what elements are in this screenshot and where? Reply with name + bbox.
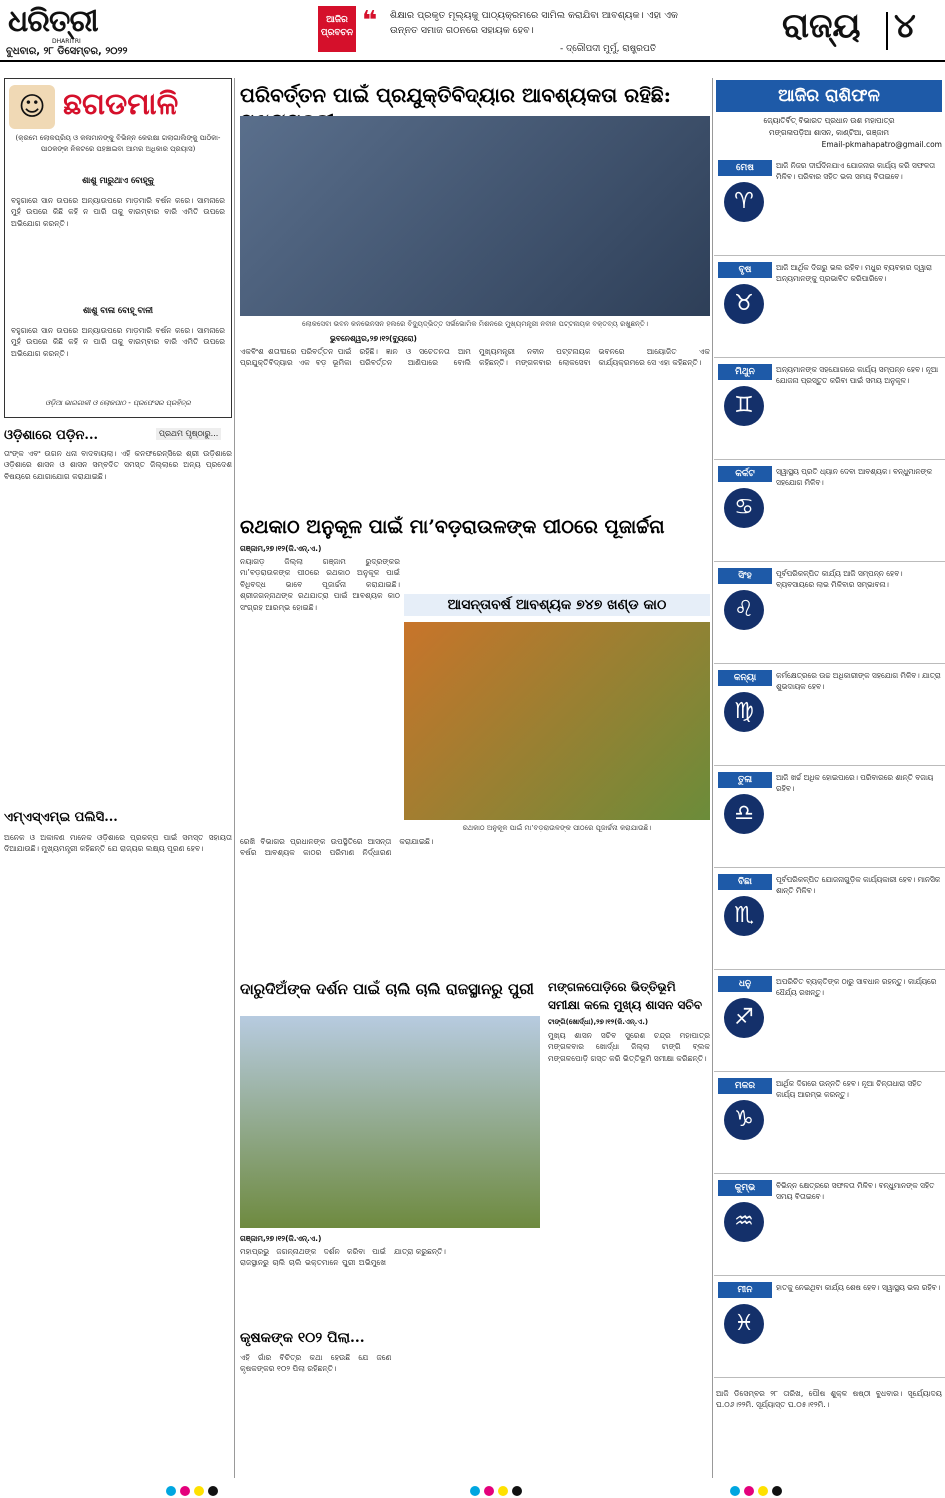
astrologer-address: ମଙ୍ଗଳାପଡ଼ିଆ ଶାସନ, କାଣ୍ଟିଆ, ଗଞ୍ଜାମ (769, 128, 889, 137)
cm-photo (240, 116, 710, 316)
msme-head: ଏମ୍‌ଏସ୍‌ଏମ୍‌ଇ ପଲିସି... (4, 810, 118, 825)
rashi-row (714, 664, 945, 766)
chhaga-title: ଛଗଡମାଳି (63, 87, 179, 122)
chhaga-verse-2: ଶାଶୁ ବାଳା ବୋହୂ ବାଳୀ (82, 305, 154, 315)
sign-name: ବିଛା (718, 874, 772, 890)
rashi-row (714, 460, 945, 562)
rashi-row (714, 256, 945, 358)
rashi-row (714, 1072, 945, 1174)
magenta-dot (744, 1486, 754, 1496)
sign-name: ମିଥୁନ (718, 364, 772, 380)
chhaga-footer: ଓଡ଼ିଆ ଭାଗଗାଳୀ ଓ ଲୋକପାଠ - ପ୍ରଫେସର ପ୍ରହିତ୍ର (45, 399, 191, 407)
cyan-dot (730, 1486, 740, 1496)
story3-body: ମହାପ୍ରଭୁ ଜଗନ୍ନାଥଙ୍କ ଦର୍ଶନ କରିବା ପାଇଁ ରାଜସ୍ଥାନରୁ ଚାଲି ଚାଲି ଭକ୍ତମାନେ ପୁରୀ ଅଭିମୁଖେ ଯାତ୍ରା କରୁଛନ୍ତି। (240, 1247, 446, 1268)
zodiac-icon: ♓ (724, 1304, 764, 1344)
rashi-row (714, 868, 945, 970)
sign-name: ସିଂହ (718, 568, 772, 584)
zodiac-icon: ♐ (724, 998, 764, 1038)
story3-headline: ଦାରୁଦିଅଁଙ୍କ ଦର୍ଶନ ପାଇଁ ଚାଲି ଚାଲି ରାଜସ୍ଥାନରୁ ପୁରୀ (240, 980, 534, 998)
yellow-dot (758, 1486, 768, 1496)
yellow-dot (194, 1486, 204, 1496)
sign-forecast: ଆଜି ଆର୍ଥିକ ଦିଗରୁ ଭଲ ରହିବ। ମଧୁର ବ୍ୟବହାର ଦ୍ୱାରା ଅନ୍ୟମାନଙ୍କୁ ପ୍ରଭାବିତ କରିପାରିବେ। (776, 263, 932, 284)
magenta-dot (484, 1486, 494, 1496)
page-number: ୪ (894, 6, 916, 46)
panchang-text: ଆଜି ଡିସେମ୍ବର ୨୮ ତାରିଖ, ପୌଷ ଶୁକ୍ଳ ଷଷ୍ଠୀ ବୁଧବାର। ସୂର୍ଯ୍ୟୋଦୟ ଘ.୦୬।୨୨ମି. ସୂର୍ଯ୍ୟାସ୍ତ ଘ.୦୫।୧୨ମି.। (716, 1389, 942, 1410)
section-title: ରାଜ୍ୟ (782, 6, 861, 46)
story4-dateline: ଟାଙ୍ଗି(ଖୋର୍ଦ୍ଧା),୨୭।୧୨(ଜି.ଏନ୍.ଏ.) (548, 1018, 649, 1026)
zodiac-icon: ♌ (724, 590, 764, 630)
cartoon-icon: ☺ (9, 85, 55, 129)
rashi-row (714, 154, 945, 256)
rashi-row (714, 766, 945, 868)
sign-forecast: ପୂର୍ବପରିକଳ୍ପିତ ଯୋଜନାଗୁଡ଼ିକ କାର୍ଯ୍ୟକାରୀ ହେବ। ମାନସିକ ଶାନ୍ତି ମିଳିବ। (776, 875, 941, 896)
rashi-row (714, 1276, 945, 1378)
story2-caption: ରଥକାଠ ଅନୁକୂଳ ପାଇଁ ମା’ବଡ଼ରାଉଳଙ୍କ ପୀଠରେ ପୂଜାର୍ଚ୍ଚନା କରାଯାଉଛି। (462, 824, 652, 832)
zodiac-icon: ♎ (724, 794, 764, 834)
column-divider-right (712, 78, 713, 1478)
story2-body-2: ରେଖି ବିଭାଗର ପ୍ରଧାନଙ୍କ ଉପସ୍ଥିତିରେ ଆସନ୍ତା ବର୍ଷର ଆବଶ୍ୟକ କାଠର ପରିମାଣ ନିର୍ଦ୍ଧାରଣ କରାଯାଇଛି। (240, 837, 434, 858)
cyan-dot (166, 1486, 176, 1496)
quote-label: ଆଜିର ପ୍ରବଚନ (318, 6, 356, 52)
story1-dateline: ଭୁବନେଶ୍ୱର,୨୭।୧୨(ବ୍ୟୁରୋ) (330, 334, 417, 343)
sign-forecast: ଆଜି ନିଜର ଦୀର୍ଘଦିନଯାଏ ଯୋଜନାର କାର୍ଯ୍ୟ କରି ସଫଳତା ମିଳିବ। ପରିବାର ସହିତ ଭଲ ସମୟ ବିତାଇବେ। (776, 161, 936, 182)
sign-name: ଧନୁ (718, 976, 772, 992)
sign-name: କର୍କଟ (718, 466, 772, 482)
chhaga-body-2: ବହୁଗାରେ ସାନ ଉପରେ ଅନ୍ୟାଉପରେ ମାଡ଼ମାରି ବର୍ଷନ କରେ। ସାମନାରେ ମୁହଁ ଉପରେ କିଛି କହି ନ ପାରି ତାକୁ ବାରମ୍ବାର ବାରି ଏମିତି ଉପରେ ଅଭିଯୋଗ କରନ୍ତି। (11, 326, 225, 358)
chhaga-intro: (କ୍ରମେ ଲୋକପ୍ରିୟ ଓ କଳାମାନଙ୍କୁ ବିଭିନ୍ନ କେରକ୍ଷା ଗଲାଗାଲିଙ୍କୁ ପାଠିକା-ପାଠକଙ୍କ ନିକଟରେ ପହଞ୍ଚାଇବା ଆମର ଅଧିକାର ପ୍ରୟାସ) (15, 134, 221, 154)
story5-headline: କୃଷକଙ୍କ ୧୦୨ ପିଲା... (240, 1330, 365, 1346)
story4-body: ମୁଖ୍ୟ ଶାସନ ସଚିବ ସୁରେଶ ଚନ୍ଦ୍ର ମହାପାତ୍ର ମଙ୍ଗଳବାର ଖୋର୍ଦ୍ଧା ଜିଲ୍ଲା ଟାଙ୍ଗି ବ୍ଲକ ମଙ୍ଗଳପୋଡ଼ି ଗସ୍ତ କରି ଭିତ୍ତିଭୂମି ସମୀକ୍ଷା କରିଛନ୍ତି। (548, 1031, 710, 1063)
sign-name: କନ୍ୟା (718, 670, 772, 686)
astrologer-name: ଜ୍ୟୋତିର୍ବିତ୍ ବିଭାରତ ପ୍ରଧାନ ଉଶ ମହାପାତ୍ର (763, 116, 895, 125)
zodiac-icon: ♊ (724, 386, 764, 426)
rashi-row (714, 562, 945, 664)
sign-forecast: ହାତକୁ ନେଇଥିବା କାର୍ଯ୍ୟ ଶେଷ ହେବ। ସ୍ୱାସ୍ଥ୍ୟ ଭଲ ରହିବ। (776, 1283, 941, 1292)
quote-icon: ❝ (362, 6, 378, 36)
sign-name: ମକର (718, 1078, 772, 1094)
left-section-head: ଓଡ଼ିଶାରେ ପଡ଼ିନ... (4, 428, 99, 443)
sign-name: ତୁଳା (718, 772, 772, 788)
chhaga-body: ବହୁଗାରେ ସାନ ଉପରେ ଅନ୍ୟାଉପରେ ମାଡ଼ମାରି ବର୍ଷନ କରେ। ସାମନାରେ ମୁହଁ ଉପରେ କିଛି କହି ନ ପାରି ତାକୁ ବାରମ୍ବାର ବାରି ଏମିତି ଉପରେ ଅଭିଯୋଗ କରନ୍ତି। (11, 196, 225, 228)
zodiac-icon: ♍ (724, 692, 764, 732)
yellow-dot (498, 1486, 508, 1496)
story1-body: ଏକବିଂଶ ଶତାବ୍ଦୀରେ ପରିବର୍ତ୍ତନ ପାଇଁ ପ୍ରଯୁକ୍ତିବିଦ୍ୟାର ଏକ ବଡ଼ ଭୂମିକା ରହିଛି। ଜ୍ଞାନ ଓ ସଚେତନତା ଆମ ପରିବର୍ତ୍ତନ ଆଣିପାରେ ବୋଲି ମୁଖ୍ୟମନ୍ତ୍ରୀ ନବୀନ ପଟ୍ଟନାୟକ କହିଛନ୍ତି। ମଙ୍ଗଳବାର ଲୋକସେବା ଭବନରେ ଆୟୋଜିତ ଏକ କାର୍ଯ୍ୟକ୍ରମରେ ସେ ଏହା କହିଛନ୍ତି। (240, 347, 710, 368)
story2-body: ନୟାଗଡ଼ ଜିଲ୍ଲା ଗଞ୍ଜାମ ରୁଦ୍ରଙ୍କର ମା’ବଡ଼ରାଉଳଙ୍କ ପୀଠରେ ରଥକାଠ ଅନୁକୂଳ ପାଇଁ ବିଧିବଦ୍ଧ ଭାବେ ପୂଜାର୍ଚ୍ଚନା କରାଯାଇଛି। ଶ୍ରୀଜଗନ୍ନାଥଙ୍କ ରଥଯାତ୍ରା ପାଇଁ ଆବଶ୍ୟକ କାଠ ସଂଗ୍ରହ ଆରମ୍ଭ ହୋଇଛି। (240, 557, 400, 612)
sign-forecast: ଅପରିଚିତ ବ୍ୟକ୍ତିଙ୍କ ଠାରୁ ସାବଧାନ ରହନ୍ତୁ। କାର୍ଯ୍ୟରେ ଧୈର୍ଯ୍ୟ ରଖନ୍ତୁ। (776, 977, 937, 998)
astrologer-email: Email-pkmahapatro@gmail.com (821, 140, 942, 149)
puja-photo (404, 622, 710, 820)
sign-forecast: ପୂର୍ବପରିକଳ୍ପିତ କାର୍ଯ୍ୟ ଆଜି ସମ୍ପନ୍ନ ହେବ। ବ୍ୟବସାୟରେ ଲାଭ ମିଳିବାର ସମ୍ଭାବନା। (776, 569, 903, 590)
continued-tag: ପ୍ରଥମ ପୃଷ୍ଠାରୁ... (156, 428, 221, 440)
left-body: ତାଂଙ୍କ ଏବଂ ଉଗନ ଧନା ବାଦବାୟଲା। ଏହି କନଫରେନ୍ସିରେ ଶ୍ରୀ ଉଡ଼ିଶାରେ ଓଡ଼ିଶାରେ ଶାସନ ଓ ଶାସନ ସମ୍ବଦିତ ସମସ୍ତ ଜିଲ୍ଲାରେ ଅନ୍ୟ ପ୍ରଦେଶ ବିଷୟରେ ଯୋଗାଯୋଗ କରାଯାଇଛି। (4, 449, 232, 481)
registration-bar (0, 1484, 945, 1498)
column-divider (234, 78, 235, 1478)
story1-caption: ଲୋକସେବା ଭବନ କନଭେନସନ ହଲରେ ବିଦ୍ୟୁଦ୍ଭିତ୍ତ ସର୍ଭଭୋମିକ ମିଶନରେ ମୁଖ୍ୟମନ୍ତ୍ରୀ ନବୀନ ପଟ୍ଟନାୟକ ବକ୍ତବ୍ୟ ରଖୁଛନ୍ତି। (302, 320, 648, 328)
sign-forecast: ଆଜି ଖର୍ଚ୍ଚ ଅଧିକ ହୋଇପାରେ। ପରିବାରରେ ଶାନ୍ତି ବଜାୟ ରହିବ। (776, 773, 934, 794)
sign-name: କୁମ୍ଭ (718, 1180, 772, 1196)
sign-forecast: ବିଭିନ୍ନ କ୍ଷେତ୍ରରେ ସଫଳତା ମିଳିବ। ବନ୍ଧୁମାନଙ୍କ ସହିତ ସମୟ ବିତାଇବେ। (776, 1181, 935, 1202)
sign-name: ମୀନ (718, 1282, 772, 1298)
zodiac-icon: ♒ (724, 1202, 764, 1242)
rashiphala-title: ଆଜିର ରାଶିଫଳ (716, 80, 942, 112)
masthead (0, 0, 945, 62)
header-divider (886, 12, 888, 50)
zodiac-icon: ♈ (724, 182, 764, 222)
black-dot (512, 1486, 522, 1496)
zodiac-icon: ♋ (724, 488, 764, 528)
black-dot (772, 1486, 782, 1496)
chhaga-verse-1: ଶାଶୁ ମାରୁଥାଏ ବୋହୂକୁ (82, 175, 154, 185)
story2-subhead: ଆସନ୍ତାବର୍ଷ ଆବଶ୍ୟକ ୭୪୭ ଖଣ୍ଡ କାଠ (404, 594, 710, 616)
rashi-row (714, 1174, 945, 1276)
sign-name: ବୃଷ (718, 262, 772, 278)
edition-date: ବୁଧବାର, ୨୮ ଡିସେମ୍ବର, ୨୦୨୨ (6, 46, 128, 57)
quote-author: - ଦ୍ରୌପଦୀ ମୁର୍ମୁ, ରାଷ୍ଟ୍ରପତି (560, 44, 657, 54)
story2-headline: ରଥକାଠ ଅନୁକୂଳ ପାଇଁ ମା’ବଡ଼ରାଉଳଙ୍କ ପୀଠରେ ପୂଜାର୍ଚ୍ଚନା (240, 516, 665, 538)
story3-dateline: ଗଞ୍ଜାମ,୨୭।୧୨(ଜି.ଏନ୍.ଏ.) (240, 1234, 322, 1243)
newspaper-logo: ଧରିତ୍ରୀ (8, 4, 98, 39)
rashi-row (714, 358, 945, 460)
quote-text: ଶିକ୍ଷାର ପ୍ରକୃତ ମୂଲ୍ୟକୁ ପାଠ୍ୟକ୍ରମରେ ସାମିଲ କରାଯିବା ଆବଶ୍ୟକ। ଏହା ଏକ ଉନ୍ନତ ସମାଜ ଗଠନରେ ସହାୟକ ହେବ। (390, 10, 678, 36)
black-dot (208, 1486, 218, 1496)
zodiac-icon: ♑ (724, 1100, 764, 1140)
zodiac-icon: ♉ (724, 284, 764, 324)
sign-name: ମେଷ (718, 160, 772, 176)
story5-body: ଏହି ଗାଁର ବିଚିତ୍ର କଥା ହେଉଛି ଯେ ଜଣେ କୃଷକଙ୍କର ୧୦୨ ପିଲା ରହିଛନ୍ତି। (240, 1353, 392, 1374)
story1-headline: ପରିବର୍ତ୍ତନ ପାଇଁ ପ୍ରଯୁକ୍ତିବିଦ୍ୟାର ଆବଶ୍ୟକତା ରହିଛି: (240, 83, 671, 107)
sign-forecast: କର୍ମକ୍ଷେତ୍ରରେ ଉଚ୍ଚ ଅଧିକାରୀଙ୍କ ସହଯୋଗ ମିଳିବ। ଯାତ୍ରା ଶୁଭଦାୟକ ହେବ। (776, 671, 941, 692)
zodiac-icon: ♏ (724, 896, 764, 936)
sign-forecast: ଅନ୍ୟମାନଙ୍କ ସହଯୋଗରେ କାର୍ଯ୍ୟ ସମ୍ପନ୍ନ ହେବ। ନୂଆ ଯୋଜନା ପ୍ରସ୍ତୁତ କରିବା ପାଇଁ ସମୟ ଅନୁକୂଳ। (776, 365, 939, 386)
chhaga-box (4, 78, 232, 418)
pilgrims-photo (240, 1016, 540, 1228)
msme-body: ଅନେକ ଓ ଅକାଳଣ ମାନେକ ଓଡ଼ିଶାରେ ପ୍ରକଳ୍ପ ପାଇଁ ସମସ୍ତ ସହାୟତା ଦିଆଯାଉଛି। ମୁଖ୍ୟମନ୍ତ୍ରୀ କହିଛନ୍ତି ଯେ ରାଜ୍ୟର ଲକ୍ଷ୍ୟ ପୂରଣ ହେବ। (4, 833, 232, 854)
story2-dateline: ଗଞ୍ଜାମ,୨୭।୧୨(ଜି.ଏନ୍.ଏ.) (240, 544, 322, 553)
logo-subtitle: DHARITRI (52, 38, 81, 45)
rashi-row (714, 970, 945, 1072)
cyan-dot (470, 1486, 480, 1496)
story4-headline: ମଙ୍ଗଳପୋଡ଼ିରେ ଭିତ୍ତିଭୂମି ସମୀକ୍ଷା କଲେ ମୁଖ୍ୟ ଶାସନ ସଚିବ (548, 980, 703, 1012)
sign-forecast: ସ୍ୱାସ୍ଥ୍ୟ ପ୍ରତି ଧ୍ୟାନ ଦେବା ଆବଶ୍ୟକ। ବନ୍ଧୁମାନଙ୍କ ସହଯୋଗ ମିଳିବ। (776, 467, 933, 488)
magenta-dot (180, 1486, 190, 1496)
sign-forecast: ଆର୍ଥିକ ଦିଗରେ ଉନ୍ନତି ହେବ। ନୂଆ ଚିନ୍ତାଧାରା ସହିତ କାର୍ଯ୍ୟ ଆରମ୍ଭ କରନ୍ତୁ। (776, 1079, 922, 1100)
